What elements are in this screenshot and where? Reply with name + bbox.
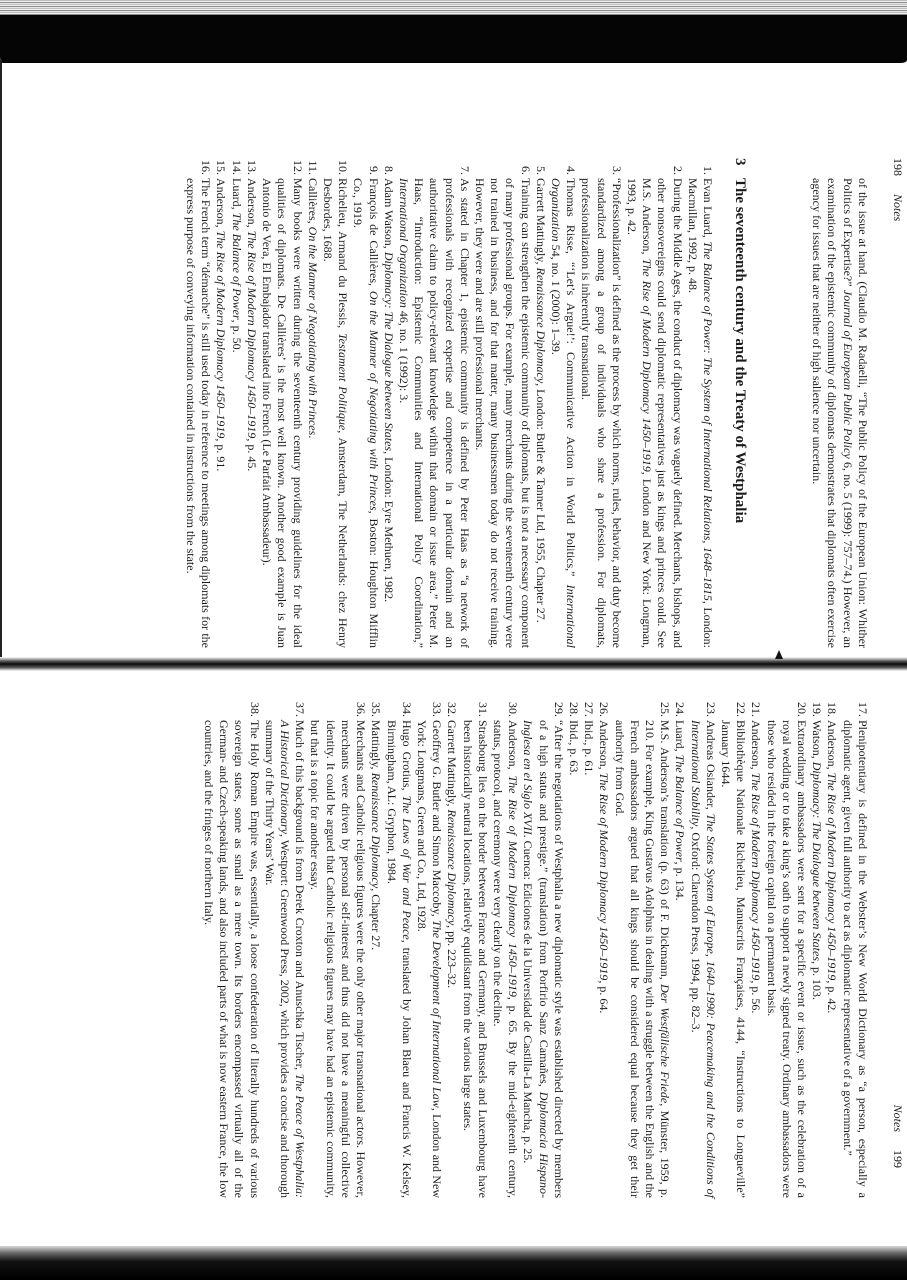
note-number: 10. [336,160,351,175]
note-text [368,720,383,1198]
note-item [259,158,305,648]
text-run: , Chapter 27. [369,888,384,951]
text-run: Andreas Osiander, [703,720,718,814]
note-item [201,700,262,1198]
text-run: Luard, [229,178,244,213]
italic-title: The Rise of Modern Diplomacy 1450–1919 [597,772,612,981]
italic-title: The Balance of Power [673,754,688,862]
text-run: Training can strengthen the epistemic community of diplomats, but is not a necessary component of many professional groups. For example, many merchants during the seventeenth century were not trained in business, and for that matter, many businessmen today do not receive training. However, they were and are still professional merchants. [472,178,533,648]
italic-title: On the Manner of Negotiating with Princes [366,290,381,511]
note-number: 32. [445,702,460,717]
text-run: Anderson, [825,720,840,773]
text-run: Watson, [810,720,825,762]
text-run: , p. 65. By the mid-eighteenth century, status, protocol, and ceremony were very clearly on the decline. [490,720,521,1199]
text-run: , p. 134. [673,861,688,901]
note-text [472,178,533,648]
note-item [213,158,228,648]
note-number: 23. [703,702,718,717]
italic-title: The States System of Europe, 1640–1990: Peacemaking and the Conditions of International Stability [688,720,718,1198]
note-text [685,178,715,648]
note-text [262,720,308,1198]
note-item [383,700,413,1198]
note-number: 6. [518,166,533,175]
page-number: 199 [891,1150,905,1168]
text-run: “Professionalization” is defined as the process by which norms, rules, behavior, and duty become standardized among a group of individuals who share a profession. For diplomats, professionalization is inherently transnational. [579,178,624,648]
text-run: Callières, [305,178,320,227]
text-run: Luard, [673,720,688,755]
running-head-title: Notes [891,194,905,222]
italic-title: The Rise of Modern Diplomacy 1450–1919 [825,772,840,981]
note-number: 35. [369,702,384,717]
note-number: 29. [551,702,566,717]
note-text [490,720,520,1198]
scanner-shadow-bottom [0,1246,907,1280]
note-number: 8. [381,166,396,175]
note-number: 2. [670,166,685,175]
note-number: 1. [701,166,715,175]
note-item [350,158,380,648]
italic-title: On the Manner of Negotiating with Princes [305,226,320,436]
text-run: , London and New York: Longmans, Green and Co., Ltd, 1928. [414,720,445,1198]
note-number: 16. [199,160,214,175]
note-item [839,700,869,1198]
italic-title: Diplomacy: The Dialogue between States [381,251,396,452]
note-item [718,700,748,1198]
note-number: 31. [475,702,490,717]
note-text [396,178,472,648]
text-run: . [305,435,320,439]
note-text [259,178,305,648]
note-number: 34. [399,702,414,717]
text-run: 46, no. 1 (1992): 3. [396,307,411,404]
text-run: The French term “démarche” is still used today in reference to meetings among diplomats for the express purpose of conveying information contained in instructions from the state. [184,178,214,648]
note-text [459,720,489,1198]
text-run: Much of this background is from Derek Croxton and Anuschka Tischer, [293,720,308,1074]
text-run: 54, no. 1 (2000): 1–39. [548,241,563,355]
italic-title: Diplomacy: The Dialogue between States [810,761,825,961]
note-number: 3. [609,166,624,175]
note-text [578,178,624,648]
text-run: , p. 45. [244,438,259,472]
text-run: The Holy Roman Empire was, essentially, a loose confederation of literally hundreds of various sovereign states, some as small as a mere town. Its borders encompassed virtually all of the German- and Czech-speaking lands, and also included parts of what is now eastern France, the low countries, and the fringes of northern Italy. [202,720,262,1198]
note-text [350,178,380,648]
italic-title: International Organization [548,178,579,648]
text-run: 6, no. 5 (1999): 757–74.) However, an examination of the epistemic community of diplomats demonstrates that diplomats often exercise agency for issues that are neither of high salience nor uncertain. [810,178,855,648]
text-run: , Oxford: Clarendon Press, 1994, pp. 82–3. [688,826,703,1033]
text-run: . Cuenca: Ediciones de la Universidad de Castilla-La Mancha, p. 25. [521,834,536,1164]
text-run: Mattingly, [369,720,384,773]
notes-list [201,700,870,1198]
note-number: 24. [673,702,688,717]
text-run: , p. 42. [825,980,840,1014]
note-text [320,178,350,648]
note-item [262,700,308,1198]
book-gutter [0,657,907,671]
note-number: 22. [734,702,749,717]
text-run: Merchants and Catholic religious figures were the only other major transnational actors. However, merchants were driven by personal self-interest and thus did not have a meaningful collective identity. It could be argued that Catholic religious figures may have had an epistemic community, but that is a topic for another essay. [308,720,369,1198]
italic-title: The Laws of War and Peace [399,795,414,940]
text-run: Ibid., p. 63. [566,720,581,776]
italic-title: Renaissance Diplomacy [533,267,548,384]
text-run: As stated in Chapter 1, epistemic community is defined by Peter Haas as “a network of professionals with recognized expertise and competence in a particular domain and an authoritative claim to policy-relevant knowledge within that domain or issue area.” Peter M. Haas, “Introduction: Epistemic Communities and International Policy Coordination,” [412,178,472,648]
text-run: , Münster, 1959, p. 210. For example, King Gustavus Adolphus in dealing with a struggle between the English and the French ambassadors argued that all kings should be considered equal because they get their authority from God. [612,720,673,1199]
italic-title: The Balance of Power [229,212,244,320]
text-run: , p. 91. [214,438,229,472]
note-text [305,178,320,648]
note-number: 14. [229,160,244,175]
scanner-shadow-top [0,15,907,63]
text-run: Bibliothèque Nationale Richelieu, Manuscrits Françaises, 4144, “Instructions to Longueville” January 1644. [718,720,749,1198]
note-number: 13. [244,160,259,175]
note-item [368,700,383,1198]
note-number: 37. [293,702,308,717]
text-run: “After the negotiations of Westphalia a new diplomatic style was established directed by members of a high status and prestige.” (translation) from Porfirio Sanz Camañes, [536,720,566,1198]
text-run: Anderson, [597,720,612,773]
italic-title: The Rise of Modern Diplomacy 1450–1919 [640,258,655,472]
note-text [596,720,611,1198]
italic-title: The Rise of Modern Diplomacy 1450–1919 [749,772,764,981]
note-text [201,720,262,1198]
note-number: 20. [795,702,809,717]
text-run: Ibid., p. 61. [582,720,597,776]
note-item [320,158,350,648]
italic-title: The Development of International Law [430,920,445,1108]
note-text [611,720,672,1198]
italic-title: Renaissance Diplomacy [369,772,384,889]
text-run: Hugo Grotius, [399,720,414,796]
note-item [305,158,320,648]
note-text [672,720,687,1198]
note-number: 4. [564,166,579,175]
page-body [183,158,870,648]
note-text [763,720,809,1198]
italic-title: The Rise of Modern Diplomacy 1450–1919 [506,775,521,997]
page-number: 198 [891,158,905,176]
chapter-title: The seventeenth century and the Treaty of Westphalia [732,178,748,524]
text-run: , pp. 223–32. [445,925,460,989]
note-number: 18. [825,702,840,717]
italic-title: Journal of European Public Policy [840,289,855,459]
note-text [748,720,763,1198]
gutter-mark [775,650,783,659]
text-run: Garrett Mattingly, [533,178,548,268]
scanner-edge-stripes [0,0,907,16]
note-number: 7. [457,166,472,175]
note-item [763,700,809,1198]
note-item [472,158,533,648]
note-text [533,178,548,648]
text-run: of the issue at hand. (Claudio M. Radaelli, “The Public Policy of the European Union: Whither Politics of Expertise?” [840,178,870,648]
note-text [414,720,444,1198]
note-number: 38. [247,702,262,717]
note-item [183,158,213,648]
running-head [890,158,905,648]
note-item [748,700,763,1198]
note-text [548,178,578,648]
note-item [229,158,244,648]
text-run: Strasbourg lies on the border between France and Germany, and Brussels and Luxembourg have been historically neutral locations, relatively equidistant from the various large states. [460,720,490,1198]
text-run: Many books were written during the seventeenth century providing guidelines for the ideal qualities of diplomats. De Callières’ is the most well known. Another good example is Juan Antonio de Vera, El Embajador translated into French (Le Parfait Ambassadeur). [260,178,305,648]
note-number: 33. [430,702,445,717]
text-run: Geoffrey G. Butler and Simon Maccoby, [430,720,445,921]
note-item [414,700,444,1198]
text-run: , p. 50. [229,319,244,353]
note-text [520,720,566,1198]
note-item [520,700,566,1198]
italic-title: Renaissance Diplomacy [445,809,460,926]
text-run: Thomas Risse, “‘Let’s Argue!’: Communicative Action in World Politics,” [564,178,579,585]
text-run: Plenipotentiary is defined in the Webster’s New World Dictionary as “a person, especially a diplomatic agent, given full authority to act as diplomatic representative of a government.” [840,720,870,1198]
text-run: Extraordinary ambassadors were sent for a specific event or issue, such as the celebration of a royal wedding or to take a king’s oath to support a newly signed treaty. Ordinary ambassadors were those who resided in the foreign capital on a permanent basis. [764,720,809,1198]
note-text [229,178,244,648]
note-item [381,158,396,648]
text-run: Adam Watson, [381,178,396,252]
text-run: Anderson, [749,720,764,773]
note-number: 21. [749,702,764,717]
note-item [490,700,520,1198]
text-run: , p. 64. [597,980,612,1014]
note-text [381,178,396,648]
note-item [596,700,611,1198]
italic-title: The Rise of Modern Diplomacy 1450–1919 [244,230,259,439]
note-item [624,158,685,648]
note-text [444,720,459,1198]
note-item [307,700,368,1198]
text-run: Evan Luard, [701,178,715,242]
text-run: , Boston: Houghton Mifflin Co., 1919. [351,178,381,648]
italic-title: The Peace of Westphalia: A Historical Dictionary [278,720,308,1198]
italic-title: The Balance of Power: The System of International Relations, 1648–1815 [701,241,715,601]
page-body [201,700,870,1198]
note-text [839,720,869,1198]
note-number: 36. [354,702,369,717]
chapter-heading [729,158,751,648]
chapter-number: 3 [732,158,748,166]
note-text [581,720,596,1198]
notes-list [183,158,715,648]
text-run: During the Middle Ages, the conduct of diplomacy was vaguely defined. Merchants, bishops, and other nonsovereigns could send diplomatic representatives just as kings and princes could. See M.S. Anderson, [640,178,685,648]
note-number: 27. [582,702,597,717]
note-number: 26. [597,702,612,717]
italic-title: International Organization [396,178,411,308]
note-text [183,178,213,648]
note-item [672,700,687,1198]
note-item [809,700,824,1198]
text-run: , London: Eyre Methuen, 1982. [381,451,396,603]
note-item [533,158,548,648]
text-run: , Westport: Greenwood Press, 2002, which provides a concise and thorough summary of the Thirty Years’ War. [262,720,293,1198]
note-item [444,700,459,1198]
note-number: 28. [566,702,581,717]
text-run: , translated by Johan Blaeu and Francis W. Kelsey, Birmingham, AL: Gryphon, 1984. [384,720,414,1198]
note-item [548,158,578,648]
note-text [687,720,717,1198]
note-item [459,700,489,1198]
note-number: 11. [305,160,320,175]
text-run: Anderson, [506,720,521,776]
italic-title: Der Westfälische Friede [658,984,673,1104]
note-number: 25. [658,702,673,717]
note-item [396,158,472,648]
note-number: 9. [366,166,381,175]
text-run: , p. 103. [810,961,825,1000]
note-item [611,700,672,1198]
note-number: 5. [533,166,548,175]
note-item [685,158,715,648]
italic-title: The Rise of Modern Diplomacy 1450–1919 [214,230,229,439]
book-page-198 [183,158,905,648]
note-text [383,720,413,1198]
text-run: , London: Butler & Tanner Ltd, 1955, Chapter 27. [533,383,548,623]
note-item [824,700,839,1198]
note-text [566,720,581,1198]
text-run: , London: Macmillan, 1992, p. 48. [685,178,715,648]
note-item [578,158,624,648]
note-item [687,700,717,1198]
note-text [809,720,824,1198]
note-text [244,178,259,648]
note-number: 30. [506,702,521,717]
note-text [307,720,368,1198]
note-number: 12. [290,160,305,175]
note-item [244,158,259,648]
continued-paragraph [809,158,870,648]
italic-title: Diplomacia Hispano-Inglesa en el Siglo XVII [521,720,551,1198]
text-run: Anderson, [214,178,229,231]
running-head-title: Notes [891,1104,905,1132]
running-head [890,700,905,1168]
note-text [213,178,228,648]
text-run: Garrett Mattingly, [445,720,460,810]
note-text [718,720,748,1198]
note-number: 19. [810,702,825,717]
text-run: Anderson, [244,178,259,231]
text-run: M.S. Anderson’s translation (p. 63) of F. Dickmann, [658,720,673,985]
scanner-edge-left [0,60,2,660]
note-number: 17. [855,702,870,717]
text-run: , p. 56. [749,980,764,1014]
note-number: 15. [214,160,229,175]
note-text [624,178,685,648]
text-run: , Amsterdam, The Netherlands: chez Henry Desbordes, 1688. [320,178,351,649]
text-run: Richelieu, Armand du Plessis, [336,178,351,334]
text-run: , London and New York: Longman, 1993, p. 42. [624,178,655,649]
note-text [824,720,839,1198]
note-item [566,700,581,1198]
italic-title: Testament Politique [336,333,351,431]
note-item [581,700,596,1198]
book-page-199 [201,700,905,1198]
text-run: François de Callières, [366,178,381,291]
